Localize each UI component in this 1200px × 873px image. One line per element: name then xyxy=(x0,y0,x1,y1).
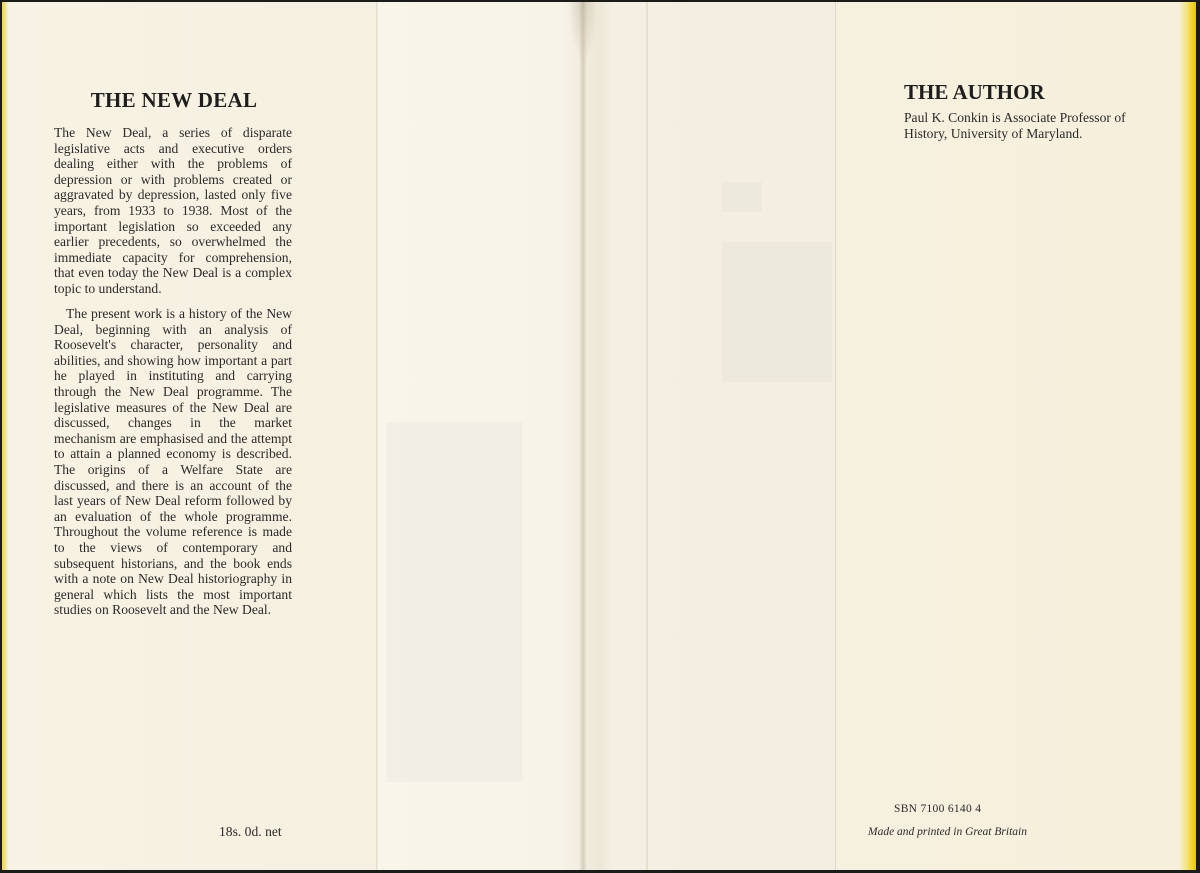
fold-line xyxy=(646,2,648,870)
show-through-shadow xyxy=(722,182,762,212)
fold-line xyxy=(835,2,837,870)
front-flap-title: THE NEW DEAL xyxy=(90,88,258,112)
dust-jacket-sheet xyxy=(2,2,1196,870)
tear-mark xyxy=(568,2,598,62)
printed-in-note: Made and printed in Great Britain xyxy=(868,826,1027,838)
spine-crease xyxy=(579,2,587,870)
show-through-shadow xyxy=(722,242,832,382)
price-label: 18s. 0d. net xyxy=(219,824,282,839)
yellow-edge-right xyxy=(1180,2,1196,870)
fold-line xyxy=(376,2,378,870)
sbn-number: SBN 7100 6140 4 xyxy=(894,803,982,815)
show-through-shadow xyxy=(386,422,522,782)
author-bio: Paul K. Conkin is Associate Professor of History, University of Maryland. xyxy=(904,110,1126,141)
blurb-paragraph: The New Deal, a series of disparate legislative acts and executive orders dealing either with the problems of depression or with problems created or aggravated by depression, lasted only five years, from 1933 to 1938. Most of the important legislation so exceeded any earlier precedents, so overwhelmed the immediate capacity for comprehension, that even today the New Deal is a complex topic to understand. xyxy=(54,125,292,296)
blurb-paragraph: The present work is a history of the New Deal, beginning with an analysis of Roosevelt's character, personality and abilities, and showing how important a part he played in instituting and carrying through the New Deal programme. The legislative measures of the New Deal are discussed, changes in the market mechanism are emphasised and the attempt to attain a planned economy is described. The origins of a Welfare State are discussed, and there is an account of the last years of New Deal reform followed by an evaluation of the whole programme. Throughout the volume reference is made to the views of contemporary and subsequent historians, and the book ends with a note on New Deal historiography in general which lists the most important studies on Roosevelt and the New Deal. xyxy=(54,306,292,618)
author-heading: THE AUTHOR xyxy=(904,80,1045,104)
